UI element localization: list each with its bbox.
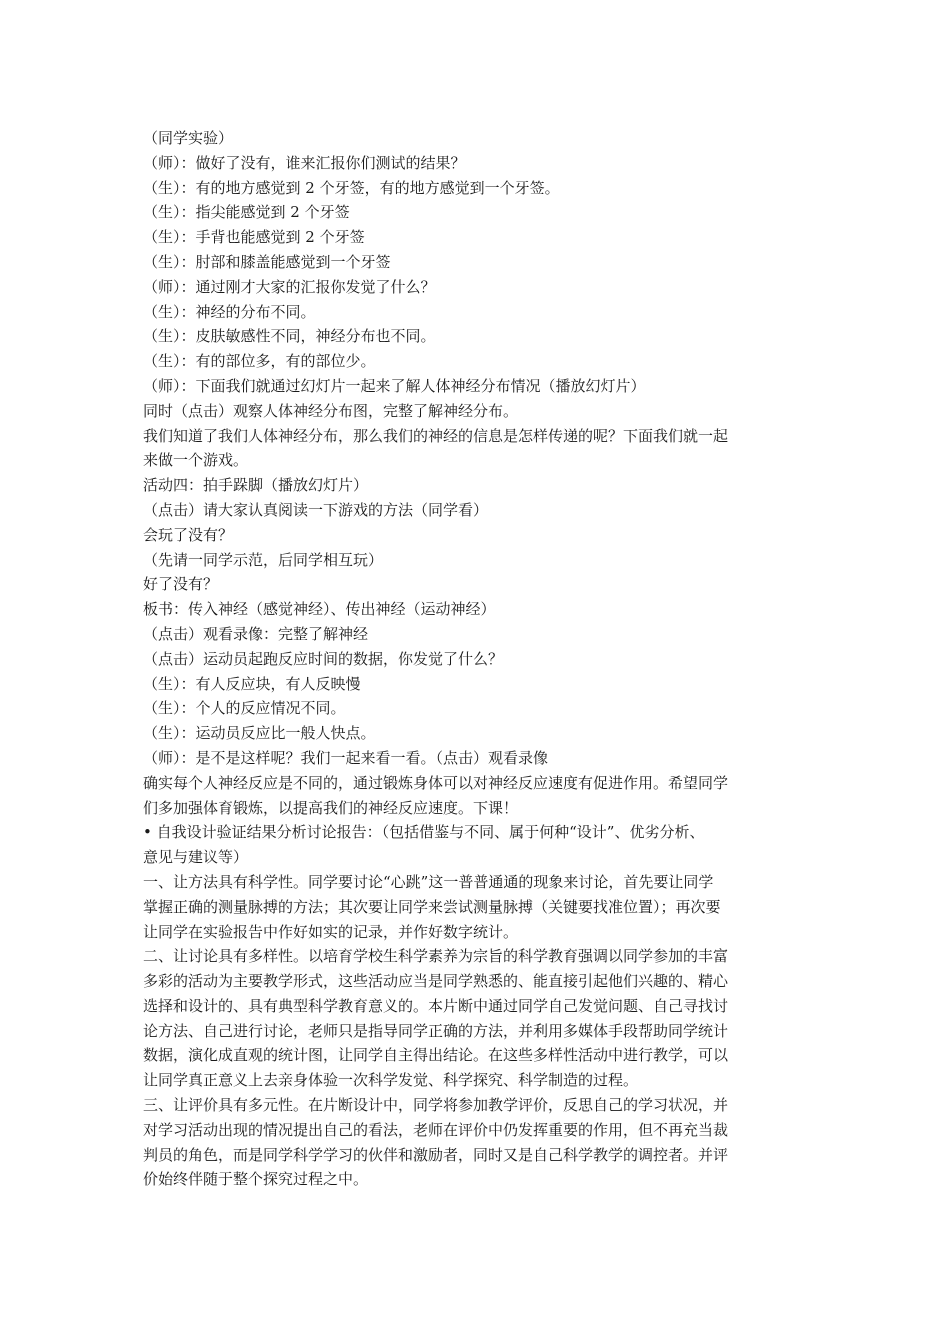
text-line: 三、让评价具有多元性。在片断设计中，同学将参加教学评价，反思自己的学习状况，并: [143, 1096, 729, 1115]
text-line: 让同学在实验报告中作好如实的记录，并作好数字统计。: [143, 922, 519, 941]
text-line: （师）：做好了没有，谁来汇报你们测试的结果？: [143, 153, 466, 172]
text-line: 活动四：拍手跺脚（播放幻灯片）: [143, 476, 369, 495]
text-line: 们多加强体育锻炼，以提高我们的神经反应速度。下课！: [143, 798, 519, 817]
text-line: （生）：肘部和膝盖能感觉到一个牙签: [143, 252, 391, 271]
text-line: （师）：是不是这样呢？我们一起来看一看。（点击）观看录像: [143, 748, 549, 767]
text-line: 板书：传入神经（感觉神经）、传出神经（运动神经）: [143, 600, 496, 619]
text-line: （生）：手背也能感觉到 2 个牙签: [143, 228, 365, 247]
text-line: • 自我设计验证结果分析讨论报告：（包括借鉴与不同、属于何种“设计”、优劣分析、: [143, 823, 705, 842]
text-line: 让同学真正意义上去亲身体验一次科学发觉、科学探究、科学制造的过程。: [143, 1071, 639, 1090]
text-line: 对学习活动出现的情况提出自己的看法，老师在评价中仍发挥重要的作用，但不再充当裁: [143, 1120, 729, 1139]
text-line: （生）：有人反应块，有人反映慢: [143, 674, 361, 693]
text-line: （生）：神经的分布不同。: [143, 302, 316, 321]
text-line: 论方法、自己进行讨论，老师只是指导同学正确的方法，并利用多媒体手段帮助同学统计: [143, 1021, 729, 1040]
text-line: 来做一个游戏。: [143, 451, 249, 470]
text-line: 我们知道了我们人体神经分布，那么我们的神经的信息是怎样传递的呢？下面我们就一起: [143, 426, 729, 445]
text-line: 意见与建议等）: [143, 848, 249, 867]
text-line: （师）：下面我们就通过幻灯片一起来了解人体神经分布情况（播放幻灯片）: [143, 376, 646, 395]
text-line: 数据，演化成直观的统计图，让同学自主得出结论。在这些多样性活动中进行教学，可以: [143, 1046, 729, 1065]
text-line: （生）：个人的反应情况不同。: [143, 699, 346, 718]
text-line: 多彩的活动为主要教学形式，这些活动应当是同学熟悉的、能直接引起他们兴趣的、精心: [143, 972, 729, 991]
text-line: 二、让讨论具有多样性。以培育学校生科学素养为宗旨的科学教育强调以同学参加的丰富: [143, 947, 729, 966]
document-body: [143, 126, 815, 1192]
text-line: 会玩了没有？: [143, 525, 234, 544]
text-line: （同学实验）: [143, 129, 234, 147]
text-line: （生）：皮肤敏感性不同，神经分布也不同。: [143, 327, 436, 346]
text-line: 一、让方法具有科学性。同学要讨论“心跳”这一普普通通的现象来讨论，首先要让同学: [143, 872, 714, 891]
text-line: （生）：运动员反应比一般人快点。: [143, 724, 376, 743]
text-line: 好了没有？: [143, 575, 219, 594]
text-line: 选择和设计的、具有典型科学教育意义的。本片断中通过同学自己发觉问题、自己寻找讨: [143, 996, 729, 1015]
text-line: 掌握正确的测量脉搏的方法；其次要让同学来尝试测量脉搏（关键要找准位置）；再次要: [143, 897, 721, 916]
text-line: （点击）观看录像：完整了解神经: [143, 624, 369, 643]
text-line: （点击）运动员起跑反应时间的数据，你发觉了什么？: [143, 649, 504, 668]
text-line: （生）：指尖能感觉到 2 个牙签: [143, 203, 350, 222]
text-line: 价始终伴随于整个探究过程之中。: [143, 1170, 369, 1189]
text-line: （点击）请大家认真阅读一下游戏的方法（同学看）: [143, 500, 489, 519]
text-line: 确实每个人神经反应是不同的，通过锻炼身体可以对神经反应速度有促进作用。希望同学: [143, 773, 729, 792]
text-line: 判员的角色，而是同学科学学习的伙伴和激励者，同时又是自己科学教学的调控者。并评: [143, 1145, 729, 1164]
text-line: 同时（点击）观察人体神经分布图，完整了解神经分布。: [143, 401, 519, 420]
text-line: （生）：有的地方感觉到 2 个牙签，有的地方感觉到一个牙签。: [143, 178, 560, 197]
text-line: （师）：通过刚才大家的汇报你发觉了什么？: [143, 277, 436, 296]
text-line: （先请一同学示范，后同学相互玩）: [143, 550, 384, 569]
text-line: （生）：有的部位多，有的部位少。: [143, 352, 376, 371]
